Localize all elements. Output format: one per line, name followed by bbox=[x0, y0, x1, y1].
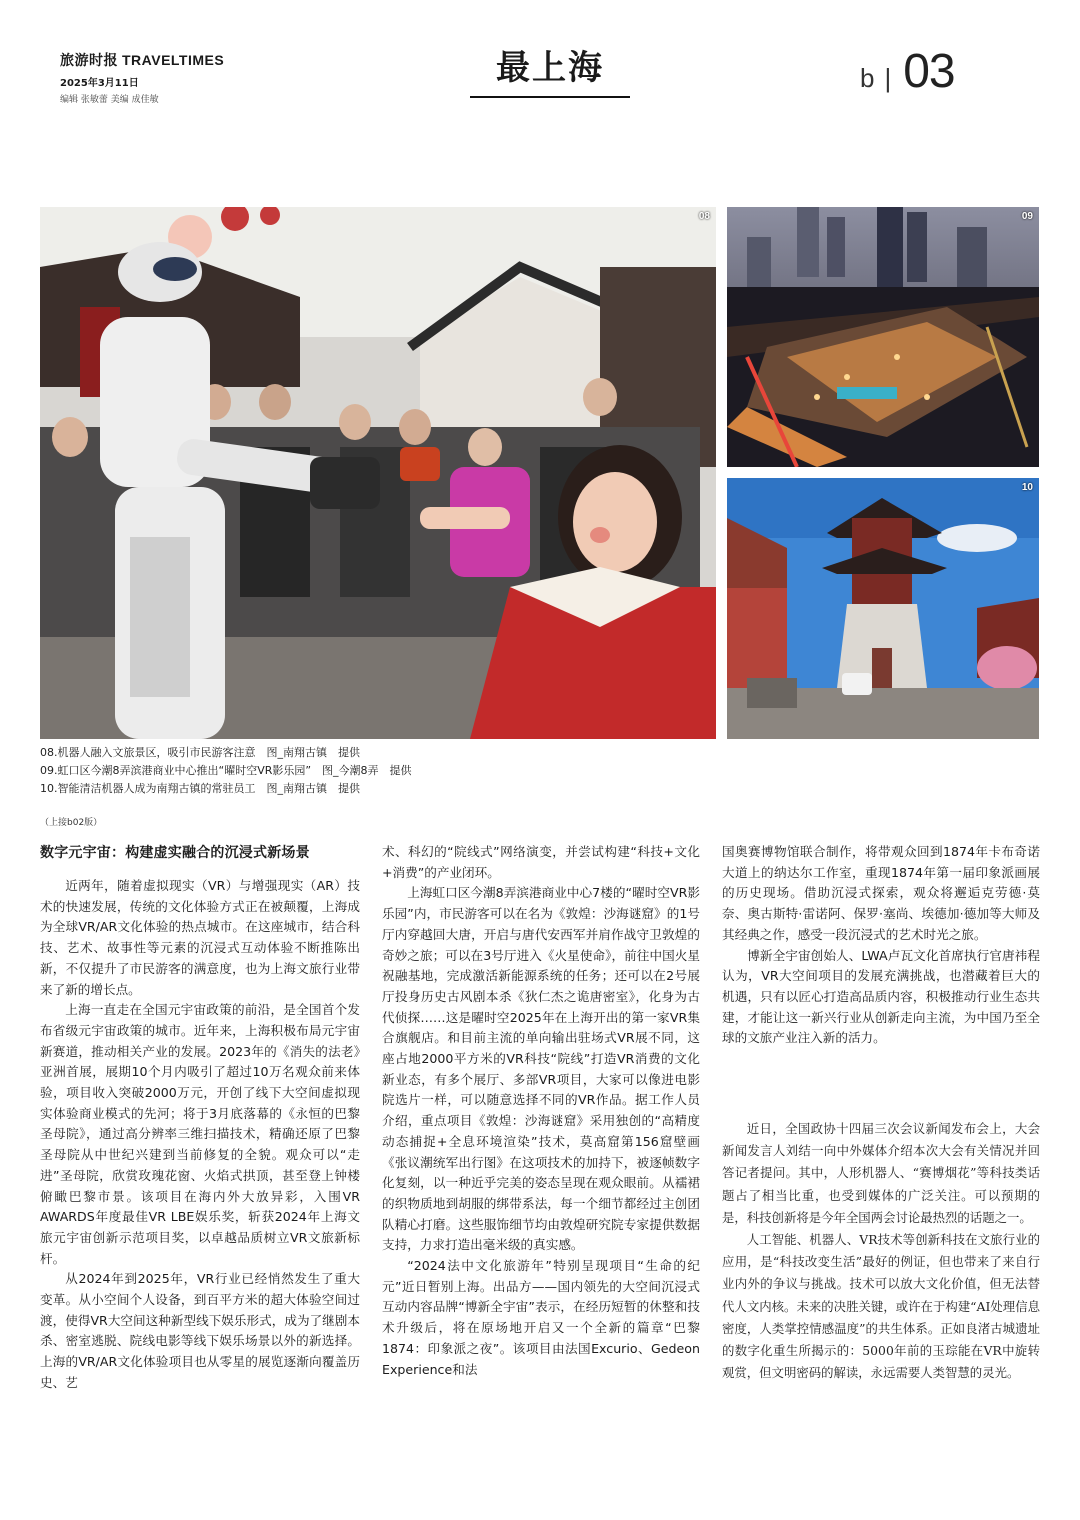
brand-en: TRAVELTIMES bbox=[122, 52, 225, 68]
newspaper-logo[interactable] bbox=[60, 50, 224, 70]
commentary-sidebar bbox=[722, 1118, 1040, 1384]
photo-captions bbox=[40, 744, 412, 798]
issue-date: 2025年3月11日 bbox=[60, 78, 139, 89]
page-number-value: 03 bbox=[903, 45, 955, 98]
article-column-1 bbox=[40, 842, 360, 1394]
article-paragraph: 上海虹口区今潮8弄滨港商业中心7楼的“曜时空VR影乐园”内，市民游客可以在名为《敦煌：沙海谜窟》的1号厅内穿越回大唐，开启与唐代安西军并肩作战守卫敦煌的奇妙之旅；可以在3号厅进入《火星使命》，前往中国火星祝融基地，完成激活新能源系统的任务；还可以在2号展厅投身历史古风剧本杀《狄仁杰之诡唐密室》，化身为古代侦探……这是曜时空2025年在上海开出的第一家VR集合旗舰店。和目前主流的单向输出驻场式VR展不同，这座占地2000平方米的VR科技“院线”打造VR消费的文化新业态，有多个展厅、多部VR项目，大家可以像进电影院选片一样，可以随意选择不同的VR作品。据工作人员介绍，重点项目《敦煌：沙海谜窟》采用独创的“高精度动态捕捉+全息环境渲染”技术，莫高窟第156窟壁画《张议潮统军出行图》在这项技术的加持下，被逐帧数字化复刻，以一种近乎完美的姿态呈现在观众眼前。从襦裙的织物质地到胡服的绑带系法，每一个细节都经过主创团队精心打磨。这些服饰细节均由敦煌研究院专家提供数据支持，力求打造出毫米级的真实感。 bbox=[382, 885, 700, 1253]
article-column-2 bbox=[382, 842, 700, 1380]
caption-09: 09.虹口区今潮8弄滨港商业中心推出“曜时空VR影乐园” 图_今潮8弄 提供 bbox=[40, 764, 412, 777]
caption-08: 08.机器人融入文旅景区，吸引市民游客注意 图_南翔古镇 提供 bbox=[40, 746, 360, 759]
photo-pavilion[interactable] bbox=[727, 478, 1039, 739]
article-paragraph: 近两年，随着虚拟现实（VR）与增强现实（AR）技术的快速发展，传统的文化体验方式正在被颠覆，上海成为全球VR/AR文化体验的热点城市。在这座城市，结合科技、艺术、故事性等元素的沉浸式互动体验不断推陈出新，不仅提升了市民游客的满意度，也为上海文旅行业带来了新的增长点。 bbox=[40, 878, 360, 997]
masthead bbox=[60, 50, 224, 105]
page-number-separator: | bbox=[884, 63, 892, 93]
caption-10: 10.智能清洁机器人成为南翔古镇的常驻员工 图_南翔古镇 提供 bbox=[40, 782, 360, 795]
article-paragraph: “2024法中文化旅游年”特别呈现项目“生命的纪元”近日暂别上海。出品方——国内领先的大空间沉浸式互动内容品牌“博新全宇宙”表示，在经历短暂的休整和技术升级后，将在原场地开启又一个全新的篇章“巴黎1874：印象派之夜”。该项目由法国Excurio、Gedeon Experience和法 bbox=[382, 1258, 700, 1377]
commentary-paragraph: 人工智能、机器人、VR技术等创新科技在文旅行业的应用，是“科技改变生活”最好的例证，但也带来了来自行业内外的争议与挑战。技术可以放大文化价值，但无法替代人文内核。未来的决胜关键，或许在于构建“AI处理信息密度，人类掌控情感温度”的共生体系。正如良渚古城遗址的数字化重生所揭示的：5000年前的玉琮能在VR中旋转观赏，但文明密码的解读，永远需要人类智慧的灵光。 bbox=[722, 1232, 1040, 1381]
editors-credit: 编辑 张敏蕾 美编 成佳敏 bbox=[60, 95, 159, 105]
article-paragraph: 国奥赛博物馆联合制作，将带观众回到1874年卡布奇诺大道上的纳达尔工作室，重现1874年第一届印象派画展的历史现场。借助沉浸式探索，观众将邂逅克劳德·莫奈、奥古斯特·雷诺阿、保罗·塞尚、埃德加·德加等大师及其经典之作，感受一段沉浸式的艺术时光之旅。 bbox=[722, 844, 1040, 942]
article-paragraph: 术、科幻的“院线式”网络演变，并尝试构建“科技+文化+消费”的产业闭环。 bbox=[382, 844, 700, 880]
brand-cn: 旅游时报 bbox=[60, 53, 118, 69]
article-column-3 bbox=[722, 842, 1040, 1049]
page-section-letter: b bbox=[860, 63, 875, 93]
article-paragraph: 博新全宇宙创始人、LWA卢瓦文化首席执行官唐祎程认为，VR大空间项目的发展充满挑战，也潜藏着巨大的机遇，只有以匠心打造高品质内容，积极推动行业生态共建，才能让这一新兴行业从创新走向主流，为中国乃至全球的文旅产业注入新的活力。 bbox=[722, 947, 1040, 1046]
photo-number-08: 08 bbox=[698, 211, 710, 222]
photo-number-10: 10 bbox=[1021, 482, 1033, 493]
section-title-rule bbox=[470, 96, 630, 98]
article-heading: 数字元宇宙：构建虚实融合的沉浸式新场景 bbox=[40, 845, 310, 861]
pavilion-illustration bbox=[727, 478, 1039, 739]
photo-night-aerial[interactable] bbox=[727, 207, 1039, 467]
section-title: 最上海 bbox=[496, 48, 604, 88]
article-paragraph: 从2024年到2025年，VR行业已经悄然发生了重大变革。从小空间个人设备，到百平方米的超大体验空间过渡，使得VR大空间这种新型线下娱乐形式，成为了继剧本杀、密室逃脱、院线电影等线下娱乐场景以外的新选择。上海的VR/AR文化体验项目也从零星的展览逐渐向覆盖历史、艺 bbox=[40, 1271, 360, 1390]
photo-number-09: 09 bbox=[1021, 211, 1033, 222]
commentary-paragraph: 近日，全国政协十四届三次会议新闻发布会上，大会新闻发言人刘结一向中外媒体介绍本次大会有关情况并回答记者提问。其中，人形机器人、“赛博烟花”等科技类话题占了相当比重，也受到媒体的广泛关注。可以预期的是，科技创新将是今年全国两会讨论最热烈的话题之一。 bbox=[722, 1121, 1040, 1225]
continued-from-note: （上接b02版） bbox=[40, 818, 103, 828]
night-city-illustration bbox=[727, 207, 1039, 467]
robot-girl-illustration bbox=[40, 207, 716, 739]
page-number bbox=[860, 44, 955, 99]
photo-robot-girl[interactable] bbox=[40, 207, 716, 739]
article-paragraph: 上海一直走在全国元宇宙政策的前沿，是全国首个发布省级元宇宙政策的城市。近年来，上海积极布局元宇宙新赛道，推动相关产业的发展。2023年的《消失的法老》亚洲首展，展期10个月内吸引了超过10万名观众前来体验，项目收入突破2000万元，开创了线下大空间虚拟现实体验商业模式的先河；将于3月底落幕的《永恒的巴黎圣母院》，通过高分辨率三维扫描技术，精确还原了巴黎圣母院从中世纪兴建到当前修复的全貌。观众可以“走进”圣母院，欣赏玫瑰花窗、火焰式拱顶，甚至登上钟楼俯瞰巴黎市景。该项目在海内外大放异彩，入围VR AWARDS年度最佳VR LBE娱乐奖，斩获2024年上海文旅元宇宙创新示范项目奖，以卓越品质树立VR文旅新标杆。 bbox=[40, 1002, 360, 1266]
